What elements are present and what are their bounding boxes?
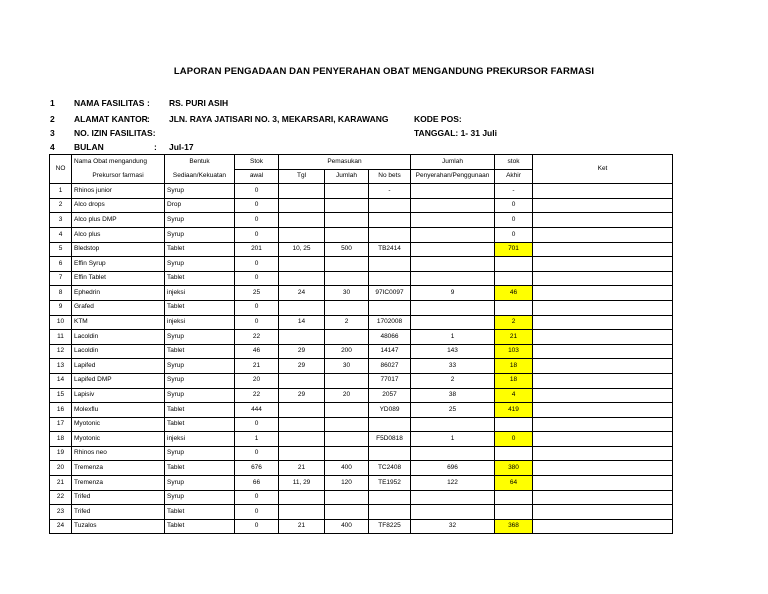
info-value-2: JLN. RAYA JATISARI NO. 3, MEKARSARI, KARAWANG <box>169 114 389 124</box>
cell-nama-obat: Lacoldin <box>72 344 165 359</box>
cell-tgl: 24 <box>279 286 325 301</box>
header-akhir: Akhir <box>495 169 533 184</box>
cell-bentuk: Syrup <box>165 359 235 374</box>
cell-stok-akhir: 46 <box>495 286 533 301</box>
header-prekursor: Prekursor farmasi <box>72 169 165 184</box>
cell-penyerahan <box>411 505 495 520</box>
cell-no: 7 <box>50 271 72 286</box>
table-row <box>50 257 673 272</box>
cell-jumlah: 120 <box>325 476 369 491</box>
cell-tgl <box>279 330 325 345</box>
cell-ket <box>533 373 673 388</box>
cell-tgl: 14 <box>279 315 325 330</box>
cell-tgl: 10, 25 <box>279 242 325 257</box>
cell-ket <box>533 242 673 257</box>
cell-stok-akhir: 0 <box>495 213 533 228</box>
cell-no: 15 <box>50 388 72 403</box>
cell-no: 10 <box>50 315 72 330</box>
info-label-1: NAMA FASILITAS <box>74 98 145 108</box>
cell-ket <box>533 344 673 359</box>
cell-stok-awal: 20 <box>235 373 279 388</box>
cell-no: 21 <box>50 476 72 491</box>
cell-penyerahan: 122 <box>411 476 495 491</box>
cell-nama-obat: Trifed <box>72 490 165 505</box>
table-row <box>50 519 673 534</box>
cell-no-bets: YD089 <box>369 403 411 418</box>
cell-jumlah <box>325 213 369 228</box>
cell-jumlah: 200 <box>325 344 369 359</box>
table-row <box>50 490 673 505</box>
cell-ket <box>533 257 673 272</box>
cell-stok-akhir: 419 <box>495 403 533 418</box>
cell-no-bets <box>369 446 411 461</box>
cell-no-bets: 77017 <box>369 373 411 388</box>
cell-ket <box>533 271 673 286</box>
cell-ket <box>533 519 673 534</box>
cell-no: 12 <box>50 344 72 359</box>
cell-no-bets <box>369 300 411 315</box>
cell-nama-obat: Molexflu <box>72 403 165 418</box>
header-sediaan: Sediaan/Kekuatan <box>165 169 235 184</box>
cell-tgl <box>279 184 325 199</box>
info-num-1: 1 <box>50 98 55 108</box>
cell-penyerahan: 25 <box>411 403 495 418</box>
cell-no: 13 <box>50 359 72 374</box>
cell-stok-akhir <box>495 271 533 286</box>
cell-stok-awal: 0 <box>235 227 279 242</box>
cell-jumlah: 30 <box>325 286 369 301</box>
table-row <box>50 227 673 242</box>
cell-nama-obat: Alco plus DMP <box>72 213 165 228</box>
cell-stok-awal: 0 <box>235 490 279 505</box>
cell-no: 24 <box>50 519 72 534</box>
cell-no-bets <box>369 417 411 432</box>
cell-ket <box>533 227 673 242</box>
cell-nama-obat: Tremenza <box>72 476 165 491</box>
cell-no-bets <box>369 490 411 505</box>
cell-stok-akhir: - <box>495 184 533 199</box>
table-row <box>50 242 673 257</box>
cell-nama-obat: KTM <box>72 315 165 330</box>
cell-bentuk: Syrup <box>165 373 235 388</box>
cell-stok-akhir: 0 <box>495 198 533 213</box>
info-colon-2: : <box>147 114 150 124</box>
cell-nama-obat: Rhinos junior <box>72 184 165 199</box>
cell-tgl <box>279 198 325 213</box>
cell-no-bets <box>369 505 411 520</box>
table-row <box>50 300 673 315</box>
cell-penyerahan <box>411 257 495 272</box>
info-label-2: ALAMAT KANTOR <box>74 114 148 124</box>
table-row <box>50 198 673 213</box>
cell-ket <box>533 417 673 432</box>
cell-no: 20 <box>50 461 72 476</box>
header-awal: awal <box>235 169 279 184</box>
cell-no-bets <box>369 198 411 213</box>
cell-nama-obat: Bledstop <box>72 242 165 257</box>
cell-stok-awal: 0 <box>235 519 279 534</box>
table-row <box>50 476 673 491</box>
cell-bentuk: Syrup <box>165 227 235 242</box>
cell-ket <box>533 213 673 228</box>
cell-bentuk: Syrup <box>165 490 235 505</box>
header-no-bets: No bets <box>369 169 411 184</box>
table-row <box>50 344 673 359</box>
cell-nama-obat: Effin Syrup <box>72 257 165 272</box>
table-row <box>50 432 673 447</box>
cell-ket <box>533 300 673 315</box>
cell-bentuk: Tablet <box>165 242 235 257</box>
cell-stok-akhir: 0 <box>495 432 533 447</box>
cell-stok-akhir <box>495 417 533 432</box>
cell-jumlah <box>325 432 369 447</box>
table-row <box>50 373 673 388</box>
cell-bentuk: Tablet <box>165 505 235 520</box>
cell-stok-awal: 25 <box>235 286 279 301</box>
info-num-2: 2 <box>50 114 55 124</box>
cell-no-bets: 14147 <box>369 344 411 359</box>
cell-penyerahan: 32 <box>411 519 495 534</box>
cell-penyerahan <box>411 490 495 505</box>
cell-tgl <box>279 271 325 286</box>
cell-penyerahan: 1 <box>411 432 495 447</box>
cell-stok-akhir <box>495 490 533 505</box>
cell-jumlah <box>325 184 369 199</box>
table-row <box>50 359 673 374</box>
cell-ket <box>533 359 673 374</box>
cell-tgl <box>279 490 325 505</box>
cell-nama-obat: Lapifed <box>72 359 165 374</box>
info-colon-4: : <box>154 142 157 152</box>
cell-stok-awal: 0 <box>235 213 279 228</box>
cell-bentuk: Syrup <box>165 330 235 345</box>
header-pemasukan: Pemasukan <box>279 155 411 170</box>
table-row <box>50 461 673 476</box>
cell-jumlah: 400 <box>325 519 369 534</box>
cell-stok-awal: 0 <box>235 184 279 199</box>
cell-nama-obat: Rhinos neo <box>72 446 165 461</box>
info-colon-1: : <box>147 98 150 108</box>
cell-stok-akhir: 18 <box>495 373 533 388</box>
cell-penyerahan: 9 <box>411 286 495 301</box>
cell-bentuk: Drop <box>165 198 235 213</box>
cell-no: 16 <box>50 403 72 418</box>
cell-no-bets: F5D0818 <box>369 432 411 447</box>
cell-stok-awal: 0 <box>235 315 279 330</box>
cell-stok-akhir <box>495 446 533 461</box>
cell-jumlah <box>325 505 369 520</box>
cell-stok-akhir <box>495 505 533 520</box>
cell-jumlah: 20 <box>325 388 369 403</box>
cell-ket <box>533 446 673 461</box>
table-header-row-1 <box>50 155 673 170</box>
cell-no-bets: TF8225 <box>369 519 411 534</box>
cell-stok-akhir: 701 <box>495 242 533 257</box>
cell-stok-akhir <box>495 257 533 272</box>
cell-tgl <box>279 446 325 461</box>
table-row <box>50 330 673 345</box>
cell-nama-obat: Lapifed DMP <box>72 373 165 388</box>
cell-tgl: 21 <box>279 519 325 534</box>
cell-no: 19 <box>50 446 72 461</box>
report-title: LAPORAN PENGADAAN DAN PENYERAHAN OBAT MENGANDUNG PREKURSOR FARMASI <box>173 66 595 77</box>
cell-no: 9 <box>50 300 72 315</box>
cell-penyerahan <box>411 213 495 228</box>
table-row <box>50 184 673 199</box>
cell-stok-akhir: 4 <box>495 388 533 403</box>
cell-penyerahan <box>411 300 495 315</box>
cell-penyerahan: 38 <box>411 388 495 403</box>
header-penyerahan: Penyerahan/Penggunaan <box>411 169 495 184</box>
cell-no: 8 <box>50 286 72 301</box>
cell-nama-obat: Lapisiv <box>72 388 165 403</box>
cell-ket <box>533 403 673 418</box>
cell-jumlah: 500 <box>325 242 369 257</box>
cell-ket <box>533 461 673 476</box>
cell-stok-awal: 676 <box>235 461 279 476</box>
cell-penyerahan: 33 <box>411 359 495 374</box>
cell-bentuk: injeksi <box>165 315 235 330</box>
cell-stok-awal: 0 <box>235 417 279 432</box>
cell-jumlah <box>325 271 369 286</box>
cell-no-bets: TB2414 <box>369 242 411 257</box>
cell-stok-akhir: 18 <box>495 359 533 374</box>
cell-jumlah <box>325 417 369 432</box>
cell-no-bets: 48066 <box>369 330 411 345</box>
cell-stok-awal: 0 <box>235 257 279 272</box>
cell-no-bets <box>369 227 411 242</box>
cell-jumlah <box>325 257 369 272</box>
cell-tgl <box>279 227 325 242</box>
cell-bentuk: Tablet <box>165 403 235 418</box>
header-jumlah-group: Jumlah <box>411 155 495 170</box>
cell-stok-awal: 0 <box>235 505 279 520</box>
cell-nama-obat: Tuzalos <box>72 519 165 534</box>
cell-ket <box>533 286 673 301</box>
header-jumlah: Jumlah <box>325 169 369 184</box>
header-stok-akhir: stok <box>495 155 533 170</box>
cell-no-bets: TC2408 <box>369 461 411 476</box>
cell-jumlah <box>325 490 369 505</box>
cell-bentuk: injeksi <box>165 432 235 447</box>
cell-ket <box>533 315 673 330</box>
cell-jumlah <box>325 227 369 242</box>
cell-penyerahan <box>411 417 495 432</box>
cell-stok-awal: 0 <box>235 271 279 286</box>
cell-stok-akhir: 380 <box>495 461 533 476</box>
header-bentuk: Bentuk <box>165 155 235 170</box>
cell-jumlah <box>325 198 369 213</box>
cell-bentuk: Tablet <box>165 300 235 315</box>
table-row <box>50 213 673 228</box>
cell-penyerahan <box>411 315 495 330</box>
table-row <box>50 417 673 432</box>
cell-no: 11 <box>50 330 72 345</box>
cell-bentuk: Syrup <box>165 257 235 272</box>
info-value-1: RS. PURI ASIH <box>169 98 229 108</box>
cell-tgl <box>279 257 325 272</box>
info-num-4: 4 <box>50 142 55 152</box>
cell-penyerahan <box>411 227 495 242</box>
cell-stok-awal: 1 <box>235 432 279 447</box>
cell-bentuk: injeksi <box>165 286 235 301</box>
cell-ket <box>533 388 673 403</box>
cell-nama-obat: Myotonic <box>72 417 165 432</box>
header-no: NO <box>50 155 72 184</box>
cell-penyerahan <box>411 198 495 213</box>
cell-tgl: 21 <box>279 461 325 476</box>
cell-no: 4 <box>50 227 72 242</box>
cell-stok-awal: 0 <box>235 300 279 315</box>
cell-no: 22 <box>50 490 72 505</box>
cell-nama-obat: Lacoldin <box>72 330 165 345</box>
cell-nama-obat: Ephedrin <box>72 286 165 301</box>
table-row <box>50 315 673 330</box>
cell-jumlah: 2 <box>325 315 369 330</box>
cell-penyerahan: 143 <box>411 344 495 359</box>
cell-jumlah: 30 <box>325 359 369 374</box>
table-row <box>50 403 673 418</box>
cell-no-bets: 97IC0097 <box>369 286 411 301</box>
info-right-2: KODE POS: <box>414 114 462 124</box>
cell-stok-awal: 46 <box>235 344 279 359</box>
cell-no: 14 <box>50 373 72 388</box>
table-row <box>50 271 673 286</box>
info-value-4: Jul-17 <box>169 142 194 152</box>
cell-tgl <box>279 373 325 388</box>
cell-bentuk: Syrup <box>165 446 235 461</box>
cell-stok-awal: 201 <box>235 242 279 257</box>
cell-no-bets <box>369 257 411 272</box>
table-row <box>50 446 673 461</box>
cell-nama-obat: Trifed <box>72 505 165 520</box>
cell-no-bets: TE1952 <box>369 476 411 491</box>
cell-jumlah <box>325 300 369 315</box>
cell-jumlah <box>325 446 369 461</box>
cell-ket <box>533 330 673 345</box>
cell-no: 17 <box>50 417 72 432</box>
cell-no-bets <box>369 213 411 228</box>
cell-ket <box>533 490 673 505</box>
cell-stok-akhir: 0 <box>495 227 533 242</box>
cell-no-bets: - <box>369 184 411 199</box>
cell-penyerahan <box>411 271 495 286</box>
cell-penyerahan <box>411 446 495 461</box>
cell-bentuk: Syrup <box>165 388 235 403</box>
cell-stok-akhir: 21 <box>495 330 533 345</box>
cell-penyerahan: 696 <box>411 461 495 476</box>
table-row <box>50 388 673 403</box>
cell-no: 1 <box>50 184 72 199</box>
cell-jumlah <box>325 373 369 388</box>
cell-penyerahan <box>411 242 495 257</box>
cell-stok-akhir: 368 <box>495 519 533 534</box>
cell-ket <box>533 432 673 447</box>
cell-tgl: 29 <box>279 388 325 403</box>
cell-stok-akhir: 64 <box>495 476 533 491</box>
cell-no-bets: 86027 <box>369 359 411 374</box>
info-right-3: TANGGAL: 1- 31 Juli <box>414 128 497 138</box>
info-label-3: NO. IZIN FASILITAS: <box>74 128 156 138</box>
cell-tgl <box>279 432 325 447</box>
cell-nama-obat: Effin Tablet <box>72 271 165 286</box>
cell-tgl <box>279 300 325 315</box>
cell-bentuk: Tablet <box>165 417 235 432</box>
cell-stok-awal: 22 <box>235 330 279 345</box>
cell-no: 23 <box>50 505 72 520</box>
cell-jumlah <box>325 403 369 418</box>
cell-bentuk: Syrup <box>165 476 235 491</box>
cell-stok-akhir: 2 <box>495 315 533 330</box>
cell-tgl: 11, 29 <box>279 476 325 491</box>
cell-no: 5 <box>50 242 72 257</box>
cell-bentuk: Tablet <box>165 519 235 534</box>
header-tgl: Tgl <box>279 169 325 184</box>
cell-stok-awal: 22 <box>235 388 279 403</box>
cell-penyerahan: 2 <box>411 373 495 388</box>
cell-nama-obat: Alco plus <box>72 227 165 242</box>
cell-tgl: 29 <box>279 359 325 374</box>
cell-bentuk: Tablet <box>165 461 235 476</box>
cell-jumlah: 400 <box>325 461 369 476</box>
cell-no-bets: 1702008 <box>369 315 411 330</box>
cell-no: 3 <box>50 213 72 228</box>
table-row <box>50 505 673 520</box>
header-nama: Nama Obat mengandung <box>72 155 165 170</box>
cell-no: 6 <box>50 257 72 272</box>
info-num-3: 3 <box>50 128 55 138</box>
cell-stok-akhir <box>495 300 533 315</box>
cell-nama-obat: Grafed <box>72 300 165 315</box>
info-label-4: BULAN <box>74 142 104 152</box>
cell-bentuk: Syrup <box>165 213 235 228</box>
cell-bentuk: Syrup <box>165 184 235 199</box>
cell-penyerahan <box>411 184 495 199</box>
cell-stok-awal: 444 <box>235 403 279 418</box>
cell-no-bets <box>369 271 411 286</box>
cell-ket <box>533 476 673 491</box>
cell-bentuk: Tablet <box>165 271 235 286</box>
cell-ket <box>533 198 673 213</box>
cell-stok-akhir: 103 <box>495 344 533 359</box>
cell-stok-awal: 0 <box>235 446 279 461</box>
cell-tgl <box>279 417 325 432</box>
cell-tgl <box>279 505 325 520</box>
header-stok: Stok <box>235 155 279 170</box>
cell-penyerahan: 1 <box>411 330 495 345</box>
cell-ket <box>533 184 673 199</box>
cell-tgl: 29 <box>279 344 325 359</box>
cell-nama-obat: Tremenza <box>72 461 165 476</box>
cell-stok-awal: 66 <box>235 476 279 491</box>
cell-tgl <box>279 403 325 418</box>
cell-nama-obat: Alco drops <box>72 198 165 213</box>
cell-nama-obat: Myotonic <box>72 432 165 447</box>
prekursor-table <box>49 154 673 534</box>
cell-bentuk: Tablet <box>165 344 235 359</box>
cell-stok-awal: 21 <box>235 359 279 374</box>
cell-stok-awal: 0 <box>235 198 279 213</box>
cell-jumlah <box>325 330 369 345</box>
cell-ket <box>533 505 673 520</box>
cell-no: 2 <box>50 198 72 213</box>
cell-no: 18 <box>50 432 72 447</box>
header-ket: Ket <box>533 155 673 184</box>
cell-tgl <box>279 213 325 228</box>
table-row <box>50 286 673 301</box>
cell-no-bets: 2057 <box>369 388 411 403</box>
